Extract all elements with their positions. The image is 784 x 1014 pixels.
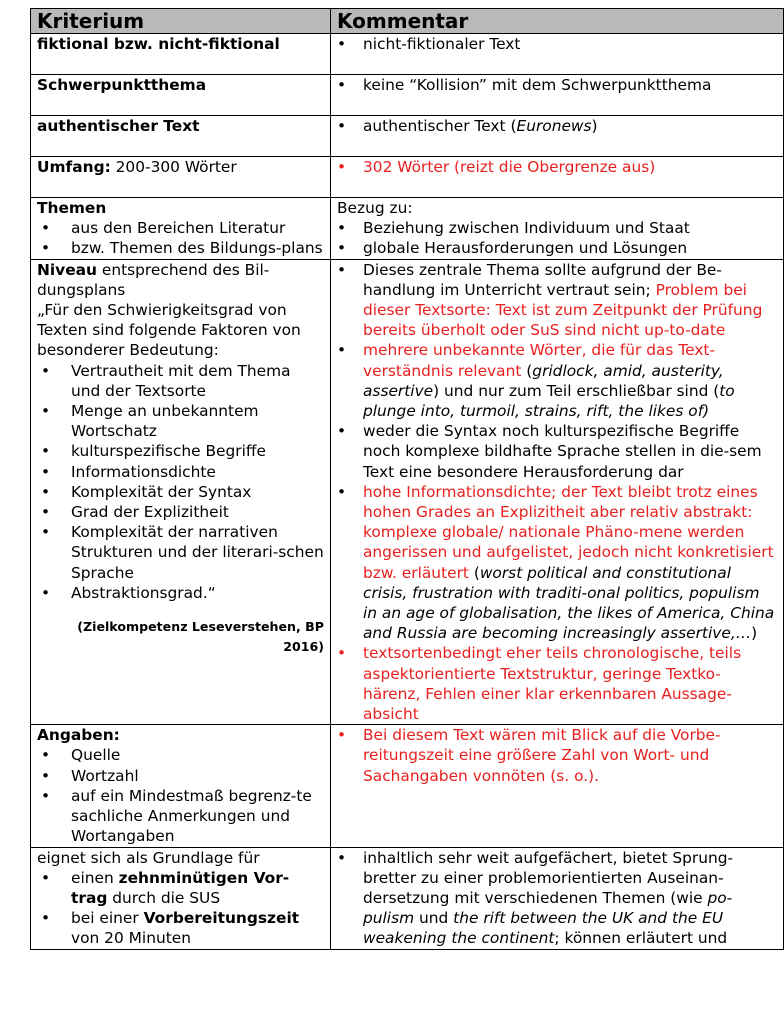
list-item: • auf ein Mindestmaß begrenz-te sachliche Anmerkungen und Wortangaben: [37, 786, 324, 847]
text-bold: zehnminütigen Vor-trag: [71, 868, 290, 907]
source-citation: (Zielkompetenz Leseverstehen, BP 2016): [77, 619, 324, 655]
criterion-value: 200-300 Wörter: [110, 158, 237, 176]
list-item: • Wortzahl: [37, 766, 324, 786]
text: ; können erläutert und: [554, 929, 728, 948]
table-row: [31, 157, 784, 198]
list-item: • Vertrautheit mit dem Thema und der Textsorte: [37, 361, 324, 401]
list-item: [337, 260, 777, 341]
list-item: • Quelle: [37, 745, 324, 765]
text-italic: the rift between the UK and the EU weakening the continent: [363, 909, 724, 948]
list-item: • Grad der Explizitheit: [37, 502, 324, 522]
text: ): [591, 117, 598, 135]
list-item: • Informationsdichte: [37, 462, 324, 482]
list-item: • nicht-fiktionaler Text: [337, 34, 777, 54]
list-item: • Beziehung zwischen Individuum und Staat: [337, 218, 777, 238]
criterion-label: Schwerpunktthema: [37, 76, 207, 94]
list-item: • kulturspezifische Begriffe: [37, 441, 324, 461]
text: (: [468, 563, 480, 582]
criterion-label: authentischer Text: [37, 117, 200, 135]
list-item: • aus den Bereichen Literatur: [37, 218, 324, 238]
criterion-label: fiktional bzw. nicht-fiktional: [37, 35, 280, 53]
header-kriterium: Kriterium: [31, 9, 331, 34]
text: (: [521, 361, 533, 380]
list-item: [337, 116, 777, 136]
intro-text: Bezug zu:: [337, 199, 413, 217]
text: inhaltlich sehr weit aufgefächert, bietet Sprung-bretter zu einer problemorientierten Auseinan-dersetzung mit verschiedenen Themen (wie: [363, 848, 734, 907]
criterion-label: [37, 260, 324, 300]
header-row: [31, 9, 784, 34]
text-italic: to plunge into, turmoil, strains, rift, the likes of): [363, 381, 735, 421]
table-row: [31, 198, 784, 260]
text-bold: Vorbereitungszeit: [143, 909, 300, 928]
list-item: • Abstraktionsgrad.“: [37, 583, 324, 603]
text: ) und nur zum Teil erschließbar sind (: [433, 381, 720, 400]
list-item: • textsortenbedingt eher teils chronologische, teils aspektorientierte Textstruktur, geringe Textko-härenz, Fehlen einer klar erkennbaren Aussage-absicht: [337, 643, 777, 724]
list-item: • globale Herausforderungen und Lösungen: [337, 238, 777, 258]
text-italic: worst political and constitutional crisis, frustration with traditi-onal politics, populism in an age of globalisation, the likes of America, China and Russia are becoming increasingly assertive,…: [363, 563, 775, 643]
list-item: • Menge an unbekanntem Wortschatz: [37, 401, 324, 441]
header-kommentar: Kommentar: [331, 9, 784, 34]
table-row: [31, 116, 784, 157]
label-bold: Niveau: [37, 260, 97, 279]
list-item: • weder die Syntax noch kulturspezifische Begriffe noch komplexe bildhafte Sprache stellen in die-sem Text eine besondere Herausforderung dar: [337, 421, 777, 482]
text-red: Problem bei dieser Textsorte: Text ist zum Zeitpunkt der Prüfung bereits überholt oder SuS sind nicht up-to-date: [363, 280, 763, 340]
text-italic: gridlock, amid, austerity, assertive: [363, 361, 724, 400]
list-item: [37, 868, 324, 908]
table-row-niveau: [31, 259, 784, 725]
quote-text: „Für den Schwierigkeitsgrad von Texten sind folgende Faktoren von besonderer Bedeutung:: [37, 301, 301, 360]
text: einen: [71, 868, 119, 887]
text: durch die SUS: [107, 888, 221, 907]
list-item: • 302 Wörter (reizt die Obergrenze aus): [337, 157, 777, 177]
list-item: • Komplexität der narrativen Strukturen und der literari-schen Sprache: [37, 522, 324, 583]
text-red: mehrere unbekannte Wörter, die für das Text-verständnis relevant: [363, 341, 716, 380]
criteria-table: [30, 8, 784, 950]
text-italic: po-pulism: [363, 888, 733, 928]
list-item: [337, 848, 777, 949]
criterion-label: Themen: [37, 199, 107, 217]
table-row: [31, 75, 784, 116]
table-row-last: [31, 847, 784, 949]
list-item: • Komplexität der Syntax: [37, 482, 324, 502]
list-item: [337, 340, 777, 421]
text: Dieses zentrale Thema sollte aufgrund der Be-handlung im Unterricht vertraut sein;: [363, 260, 722, 299]
text: von 20 Minuten: [71, 929, 191, 948]
list-item: • Bei diesem Text wären mit Blick auf die Vorbe-reitungszeit eine größere Zahl von Wort- und Sachangaben vonnöten (s. o.).: [337, 725, 777, 786]
table-row: [31, 34, 784, 75]
text: ): [751, 624, 758, 643]
criterion-intro: eignet sich als Grundlage für: [37, 848, 260, 867]
table-row-angaben: [31, 725, 784, 847]
text-italic: Euronews: [516, 117, 592, 135]
list-item: [337, 482, 777, 644]
text: bei einer: [71, 909, 144, 928]
criterion-label: Angaben:: [37, 726, 120, 745]
label-rest: entsprechend des Bil-dungsplans: [37, 260, 270, 299]
text: authentischer Text (: [363, 117, 517, 135]
text-red: hohe Informationsdichte; der Text bleibt trotz eines hohen Grades an Explizitheit aber relativ abstrakt: komplexe globale/ nationale Phäno-mene werden angerissen und aufgelistet, jedoch nicht konkretisiert bzw. erläutert: [363, 482, 774, 582]
list-item: • keine “Kollision” mit dem Schwerpunktthema: [337, 75, 777, 95]
list-item: [37, 908, 324, 948]
text: und: [414, 909, 454, 928]
list-item: • bzw. Themen des Bildungs-plans: [37, 238, 324, 258]
criterion-label: Umfang:: [37, 158, 111, 176]
